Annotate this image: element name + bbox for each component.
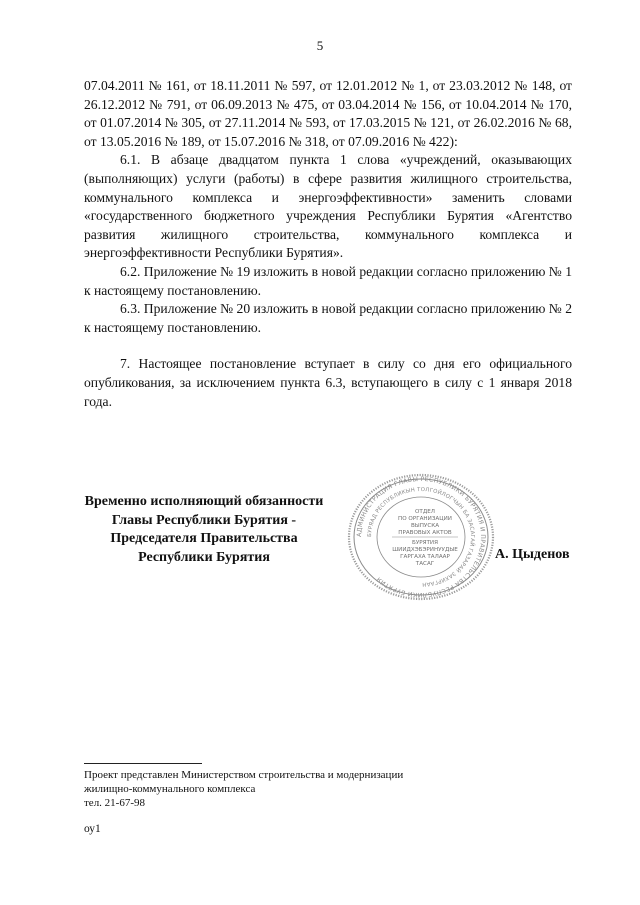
seal-center-line: ВЫПУСКА (410, 523, 440, 529)
paragraph-6-2: 6.2. Приложение № 19 изложить в новой редакции согласно приложению № 1 к настоящему постановлению. (84, 263, 572, 298)
footnote-line: жилищно-коммунального комплекса (84, 783, 256, 795)
seal-center-line: ПО ОРГАНИЗАЦИИ (398, 516, 452, 522)
signatory-position-line: Временно исполняющий обязанности (84, 494, 324, 509)
seal-center-line: ПРАВОВЫХ АКТОВ (398, 530, 452, 536)
seal-center-line: ШИИДХЭБЭРИНУУДЫЕ (392, 547, 458, 553)
document-body (84, 77, 572, 411)
page-number: 5 (316, 38, 324, 53)
seal-center-line: ГАРГАХА ТАЛААР (400, 554, 450, 560)
seal-outer-text: АДМИНИСТРАЦИЯ ГЛАВЫ РЕСПУБЛИКИ БУРЯТИЯ И ПРАВИТЕЛЬСТВА РЕСПУБЛИКИ БУРЯТИЯ (355, 475, 487, 599)
paragraph-6-1: 6.1. В абзаце двадцатом пункта 1 слова «учреждений, оказывающих (выполняющих) услуги (работы) в сфере развития жилищного строительства, коммунального комплекса и энергоэффективности» заменить словами «государственного бюджетного учреждения Республики Бурятия «Агентство развития жилищного строительства, коммунального комплекса и энергоэффективности Республики Бурятия». (84, 152, 572, 261)
footnote (84, 768, 403, 810)
signatory-position-line: Республики Бурятия (138, 549, 270, 565)
footnote-divider (84, 763, 202, 764)
seal-center-line: ТАСАГ (415, 561, 435, 567)
paragraph-7: 7. Настоящее постановление вступает в силу со дня его официального опубликования, за исключением пункта 6.3, вступающего в силу с 1 января 2018 года. (84, 356, 572, 409)
official-seal-stamp (346, 473, 496, 601)
footnote-line: тел. 21-67-98 (84, 797, 146, 809)
footnote-line: Проект представлен Министерством строительства и модернизации (84, 769, 404, 781)
document-code: оу1 (84, 823, 101, 835)
signatory-position-line: Председателя Правительства (110, 531, 298, 547)
signatory-position (70, 493, 338, 567)
paragraph-6-3: 6.3. Приложение № 20 изложить в новой редакции согласно приложению № 2 к настоящему постановлению. (84, 301, 572, 335)
signatory-name: А. Цыденов (495, 547, 570, 562)
seal-inner-text: БУРЯАД РЕСПУБЛИКЫН ТОЛГОЙЛОГЧЫН БА ЗАСАГАЙ ГАЗАРАЙ ЗАХИРГААН (366, 486, 476, 588)
paragraph-amendment-list: 07.04.2011 № 161, от 18.11.2011 № 597, от 12.01.2012 № 1, от 23.03.2012 № 148, от 26.12.2012 № 791, от 06.09.2013 № 475, от 03.04.2014 № 156, от 10.04.2014 № 170, от 01.07.2014 № 305, от 27.11.2014 № 593, от 17.03.2015 № 121, от 26.02.2016 № 68, от 13.05.2016 № 189, от 15.07.2016 № 318, от 07.09.2016 № 422): (84, 78, 572, 149)
signatory-position-line: Главы Республики Бурятия - (111, 512, 297, 528)
seal-center-line: БУРЯТИЯ (412, 540, 438, 546)
seal-center-line: ОТДЕЛ (415, 509, 435, 515)
